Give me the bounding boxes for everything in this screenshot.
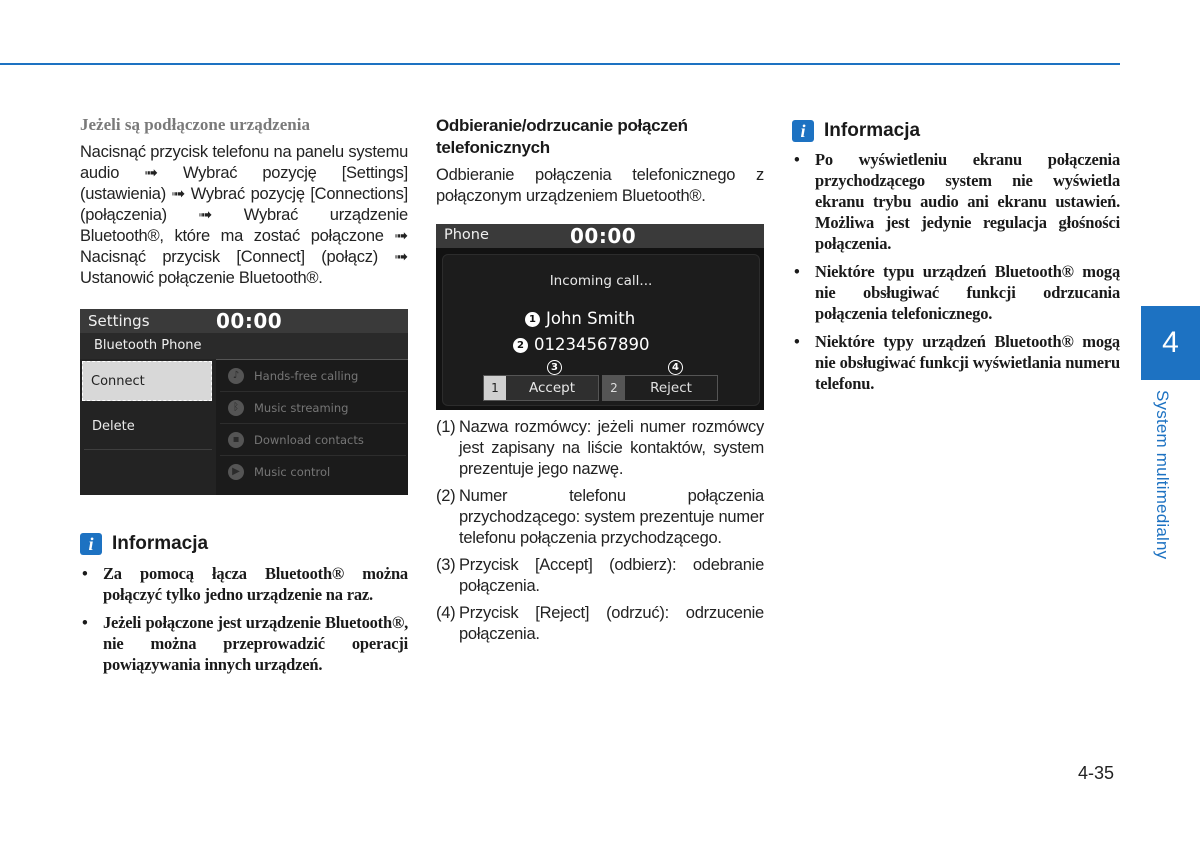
bluetooth-icon: ᛒ	[228, 400, 244, 416]
list-item	[220, 457, 406, 487]
info-header	[80, 533, 408, 555]
connect-button[interactable]	[82, 361, 212, 401]
delete-button[interactable]: Delete	[92, 419, 135, 434]
caller-number: 01234567890	[534, 335, 650, 354]
settings-screen	[80, 309, 408, 495]
accept-label: Accept	[506, 376, 598, 400]
info-icon: i	[792, 120, 814, 142]
info-bullets	[792, 149, 1120, 394]
marker-3: 3	[547, 360, 562, 375]
legend-text: Przycisk [Accept] (odbierz): odebranie połączenia.	[459, 556, 764, 595]
legend-list	[436, 417, 764, 651]
screen-clock: 00:00	[216, 309, 283, 333]
screen-header	[80, 309, 408, 333]
caller-name-row	[525, 309, 635, 328]
bullet-item: • Po wyświetleniu ekranu połączenia przychodzącego system nie wyświetla ekranu trybu audio ani ekranu ustawień. Możliwa jest jedynie regulacja głośności połączenia.	[792, 149, 1120, 254]
list-item	[220, 393, 406, 424]
contacts-icon: ▪	[228, 432, 244, 448]
call-panel	[442, 254, 760, 406]
reject-number: 2	[603, 376, 625, 400]
column-3	[792, 115, 1120, 401]
instruction-paragraph: Nacisnąć przycisk telefonu na panelu systemu audio ➟ Wybrać pozycję [Settings] (ustawienia) ➟ Wybrać pozycję [Connections] (połączenia) ➟ Wybrać urządzenie Bluetooth®, które ma zostać połączone ➟ Nacisnąć przycisk [Connect] (połącz) ➟ Ustanowić połączenie Bluetooth®.	[80, 143, 408, 287]
list-item-label: Music control	[254, 465, 331, 479]
caller-number-row	[513, 335, 649, 354]
intro-paragraph: Odbieranie połączenia telefonicznego z połączonym urządzeniem Bluetooth®.	[436, 166, 764, 205]
accept-number: 1	[484, 376, 506, 400]
list-item-label: Music streaming	[254, 401, 349, 415]
marker-4: 4	[668, 360, 683, 375]
legend-text: Nazwa rozmówcy: jeżeli numer rozmówcy jest zapisany na liście kontaktów, system prezentuje jego nazwę.	[459, 418, 764, 478]
screen-header	[436, 224, 764, 248]
reject-label: Reject	[625, 376, 717, 400]
reject-button[interactable]	[602, 375, 718, 401]
legend-item	[436, 417, 764, 480]
info-header	[792, 120, 1120, 142]
bluetooth-phone-tab[interactable]	[80, 333, 408, 360]
legend-item	[436, 603, 764, 645]
top-rule	[0, 63, 1120, 65]
legend-item	[436, 555, 764, 597]
page-number: 4-35	[1078, 763, 1115, 783]
caller-name: John Smith	[546, 309, 636, 328]
bullet-item: • Niektóre typu urządzeń Bluetooth® mogą nie obsługiwać funkcji odrzucania połączenia telefonicznego.	[792, 261, 1120, 324]
info-bullets	[80, 563, 408, 675]
device-menu	[80, 359, 216, 495]
info-title: Informacja	[112, 533, 209, 554]
legend-text: Numer telefonu połączenia przychodzącego: system prezentuje numer telefonu połączenia przychodzącego.	[459, 487, 764, 547]
screen-title: Settings	[88, 312, 150, 330]
connect-label: Connect	[91, 374, 145, 389]
section-subhead: Odbieranie/odrzucanie połączeń telefonicznych	[436, 116, 688, 157]
column-1	[80, 115, 408, 674]
legend-number: (3)	[436, 556, 456, 574]
play-icon: ▶	[228, 464, 244, 480]
legend-number: (1)	[436, 418, 456, 436]
list-item-label: Download contacts	[254, 433, 364, 447]
incoming-call-screen	[436, 224, 764, 410]
incoming-call-text: Incoming call...	[549, 273, 653, 289]
info-title: Informacja	[824, 120, 921, 141]
profile-list	[220, 361, 406, 493]
list-item	[220, 425, 406, 456]
legend-text: Przycisk [Reject] (odrzuć): odrzucenie połączenia.	[459, 604, 764, 643]
info-icon: i	[80, 533, 102, 555]
accept-button[interactable]	[483, 375, 599, 401]
list-item-label: Hands-free calling	[254, 369, 359, 383]
legend-number: (2)	[436, 487, 456, 505]
screen-title: Phone	[444, 227, 489, 243]
list-item	[220, 361, 406, 392]
screen-clock: 00:00	[570, 224, 637, 248]
headset-icon: ♪	[228, 368, 244, 384]
chapter-label: System multimedialny	[1153, 390, 1172, 560]
section-subhead: Jeżeli są podłączone urządzenia	[80, 115, 310, 134]
legend-number: (4)	[436, 604, 456, 622]
legend-item	[436, 486, 764, 549]
bullet-item: • Za pomocą łącza Bluetooth® można połączyć tylko jedno urządzenie na raz.	[80, 563, 408, 605]
column-2	[436, 115, 764, 643]
marker-2: 2	[513, 338, 528, 353]
tab-label: Bluetooth Phone	[94, 338, 202, 353]
chapter-tab: 4	[1141, 306, 1200, 380]
bullet-item: • Niektóre typy urządzeń Bluetooth® mogą nie obsługiwać funkcji wyświetlania numeru telefonu.	[792, 331, 1120, 394]
info-box	[80, 533, 408, 682]
marker-1: 1	[525, 312, 540, 327]
bullet-item: • Jeżeli połączone jest urządzenie Bluetooth®, nie można przeprowadzić operacji powiązywania innych urządzeń.	[80, 612, 408, 675]
divider	[84, 449, 212, 450]
